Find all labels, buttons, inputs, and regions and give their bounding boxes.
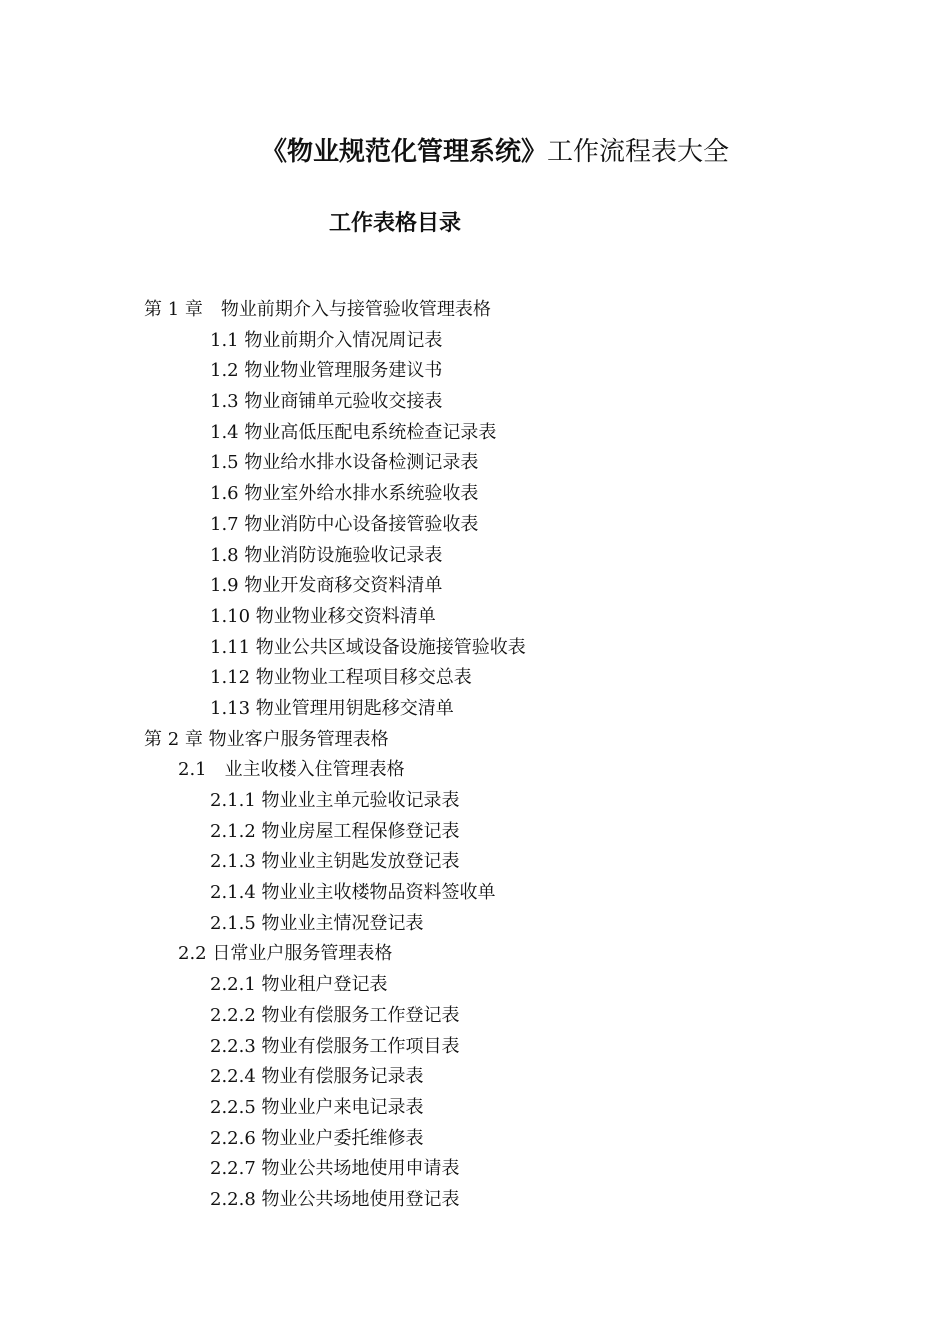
toc-entry: 1.12 物业物业工程项目移交总表 xyxy=(210,667,472,689)
toc-section: 2.2 日常业户服务管理表格 xyxy=(178,943,393,965)
toc-entry: 1.10 物业物业移交资料清单 xyxy=(210,605,436,627)
toc-entry: 1.4 物业高低压配电系统检查记录表 xyxy=(210,421,497,443)
toc-chapter: 第 2 章 物业客户服务管理表格 xyxy=(144,728,389,750)
toc-entry: 1.5 物业给水排水设备检测记录表 xyxy=(210,452,479,474)
toc-entry: 2.1.3 物业业主钥匙发放登记表 xyxy=(210,851,460,873)
toc-heading: 工作表格目录 xyxy=(328,211,461,236)
toc-entry: 2.1.1 物业业主单元验收记录表 xyxy=(210,790,460,811)
document-title-bold: 《物业规范化管理系统》 xyxy=(260,137,547,167)
toc-entry: 2.2.3 物业有偿服务工作项目表 xyxy=(210,1035,460,1057)
toc-entry: 2.2.8 物业公共场地使用登记表 xyxy=(210,1188,460,1210)
toc-entry: 1.13 物业管理用钥匙移交清单 xyxy=(210,697,454,719)
toc-entry: 1.1 物业前期介入情况周记表 xyxy=(210,329,443,351)
toc-entry: 2.1.4 物业业主收楼物品资料签收单 xyxy=(210,882,496,904)
toc-entry: 1.11 物业公共区域设备设施接管验收表 xyxy=(210,636,526,658)
toc-entry: 1.7 物业消防中心设备接管验收表 xyxy=(210,513,479,535)
toc-section: 2.1 业主收楼入住管理表格 xyxy=(178,759,405,781)
toc-entry: 2.2.5 物业业户来电记录表 xyxy=(210,1096,424,1118)
toc-entry: 1.8 物业消防设施验收记录表 xyxy=(210,544,443,566)
toc-entry: 2.1.2 物业房屋工程保修登记表 xyxy=(210,820,460,842)
toc-entry: 1.6 物业室外给水排水系统验收表 xyxy=(210,483,479,505)
toc-entry: 2.2.4 物业有偿服务记录表 xyxy=(210,1066,424,1088)
toc-entry: 2.2.1 物业租户登记表 xyxy=(210,974,388,996)
toc-entry: 2.2.6 物业业户委托维修表 xyxy=(210,1127,424,1149)
toc-entry: 2.2.2 物业有偿服务工作登记表 xyxy=(210,1004,460,1026)
toc-entry: 1.9 物业开发商移交资料清单 xyxy=(210,575,443,597)
table-of-contents xyxy=(0,295,950,1216)
toc-entry: 1.3 物业商铺单元验收交接表 xyxy=(210,391,443,413)
document-title-normal: 工作流程表大全 xyxy=(547,137,730,167)
toc-entry: 2.1.5 物业业主情况登记表 xyxy=(210,912,424,934)
toc-entry: 2.2.7 物业公共场地使用申请表 xyxy=(210,1158,460,1180)
document-title xyxy=(0,134,950,170)
toc-entry: 1.2 物业物业管理服务建议书 xyxy=(210,360,443,382)
toc-chapter: 第 1 章 物业前期介入与接管验收管理表格 xyxy=(144,299,491,320)
